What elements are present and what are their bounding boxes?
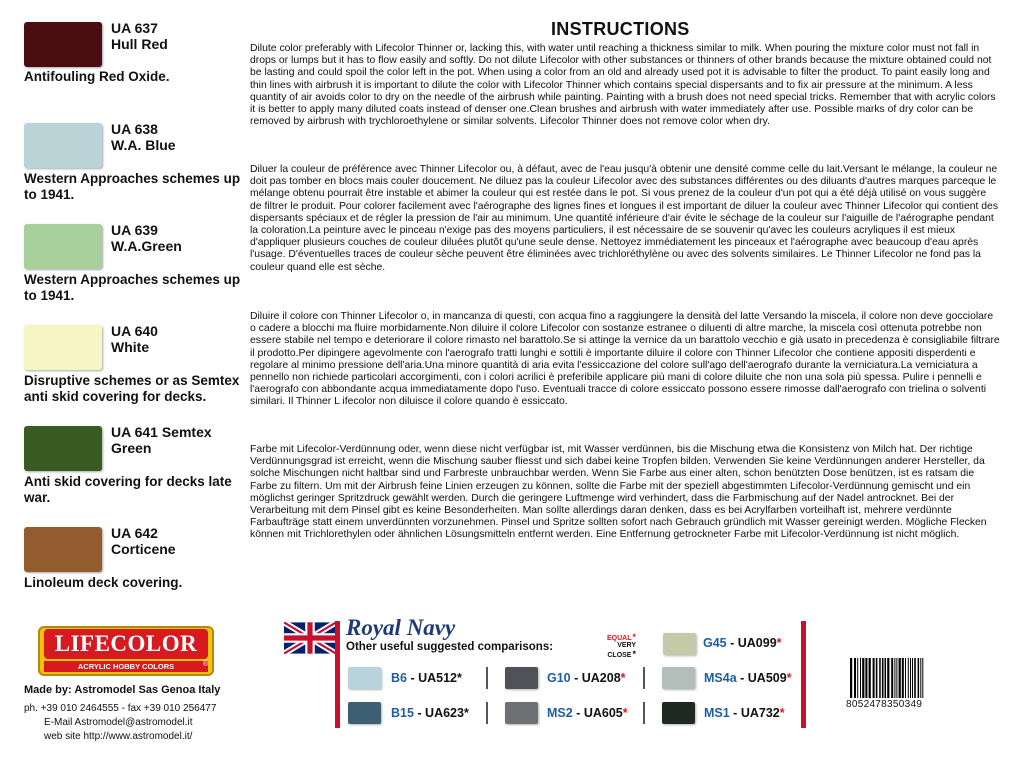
comparison-swatch-ms2 [505, 702, 538, 724]
comparison-label-ms1: MS1 - UA732* [704, 706, 785, 720]
barcode-number: 8052478350349 [846, 699, 923, 710]
section-divider-right [801, 621, 806, 728]
comparison-swatch-ms1 [662, 702, 695, 724]
comparison-label-ms4a: MS4a - UA509* [704, 671, 792, 685]
comparison-label-g45: G45 - UA099* [703, 636, 782, 650]
barcode-bar [857, 658, 858, 698]
comparison-label-g10: G10 - UA208* [547, 671, 626, 685]
registered-mark-icon: ® [202, 661, 208, 668]
barcode-bar [854, 658, 856, 698]
barcode-bar [918, 658, 920, 698]
color-code: UA 638 [111, 121, 158, 137]
color-description: Western Approaches schemes up to 1941. [24, 272, 241, 303]
color-swatch [24, 123, 102, 168]
color-swatch [24, 224, 102, 269]
instructions-english: Dilute color preferably with Lifecolor Thinner or, lacking this, with water until reaching a thickness similar to milk. When pouring the mixture color must not fall in drops or lumps but it has to flow easily and softly. Do not dilute Lifecolor with other substances or thinners of other brands because the mixture obtained could not be lasting and could spoil the color left in the pot. When using a color from an old and already used pot it is advisable to filter the product. To paint easily long and thin lines with airbrush it is important to dilute the color with Lifecolor Thinner which contains special dispersants and to fix air pressure at the minimum. A less quantity of air avoids color to dry on the needle of the airbrush while painting. Painting with a brush does not need special tricks. Remember that with acrylic colors it is better to apply many diluted coats instead of denser one.Clean brushes and airbrush with water immediately after use. Possible marks of dry color can be removed by airbrush with trychloroethylene or similar solvents. Lifecolor Thinner does not remove color when dry. [250, 43, 996, 128]
union-jack-flag-icon [284, 622, 336, 654]
email: E-Mail Astromodel@astromodel.it [44, 717, 193, 728]
barcode-bar [914, 658, 916, 698]
barcode-bar [869, 658, 871, 698]
barcode-icon [848, 658, 958, 698]
barcode-bar [902, 658, 904, 698]
comparison-label-b15: B15 - UA623* [391, 706, 469, 720]
barcode-bar [912, 658, 913, 698]
barcode-bar [891, 658, 893, 698]
barcode-bar [894, 658, 895, 698]
comparison-swatch-g10 [505, 667, 538, 689]
color-code: UA 637 [111, 20, 158, 36]
barcode-bar [920, 658, 921, 698]
instructions-german: Farbe mit Lifecolor-Verdünnung oder, wenn diese nicht verfügbar ist, mit Wasser verdünnen, bis die Mischung etwa die Konsistenz von Milch hat. Der richtige Verdünnungsgrad ist erreicht, wenn die Mischung sauber fliesst und sich dabei keine Tropfen bilden. Verwenden Sie keine Verdünnungen anderer Hersteller, da solche Mischungen nicht haltbar sind und Farbreste unbrauchbar werden. Wenn Sie Farbe aus einer alten, schon benützten Dose benützen, ist es ratsam die Farbe zu filtern. Um mit der Airbrush feine Linien erzeugen zu können, sollte die Farbe mit der speziell abgestimmten Lifecolor-Verdünnung gemischt und ein möglichst geringer Spritzdruck gewählt werden. Durch die geringere Luftmenge wird verhindert, dass die Farbmischung auf der Nadel antrocknet. Bei der Verarbeitung mit dem Pinsel gibt es keine Besonderheiten. Man sollte allerdings daran denken, dass es bei Acrylfarben vorteilhaft ist, mehrere verdünnte Farbaufträge statt einem unverdünnten vorzunehmen. Pinsel und Spritze sollten sofort nach Gebrauch gründlich mit Wasser gereinigt werden. Mögliche Flecken können mit Trichlorethylen oder ähnlichen Lösungsmitteln entfernt werden. Eine Entfernung getrockneter Farbe mit Lifecolor-Verdünnung ist nicht möglich. [250, 444, 987, 541]
barcode-bar [910, 658, 911, 698]
website: web site http://www.astromodel.it/ [44, 731, 193, 742]
row-divider [486, 702, 488, 724]
color-code: UA 640 [111, 323, 158, 339]
comparison-swatch-b6 [348, 667, 381, 689]
royal-navy-title: Royal Navy [346, 615, 456, 640]
comparison-swatch-g45 [663, 633, 696, 655]
color-code: UA 641 Semtex [111, 424, 212, 440]
instructions-italian: Diluire il colore con Thinner Lifecolor o, in mancanza di questi, con acqua fino a raggiungere la densità del latte Versando la miscela, il colore non deve gocciolare o cadere a blocchi ma fluire morbidamente.Non diluire il colore Lifecolor con sostanze estranee o diluenti di altre marche, la miscela così ottenuta potrebbe non essere stabile nel tempo e deteriorare il colore rimasto nel barattolo.Se si attinge la vernice da un barattolo vecchio e già usato in precedenza è consigliabile filtrare il prodotto.Per dipingere agevolmente con l'aerografo tratti lunghi e sottili è importante diluire il colore con Thinner Lifecolor che contiene appositi disperdenti e regolare al minimo pressione dell'aria.Una minore quantità di aria evita l'essiccazione del colore sull'ago dell'aerografo durante la verniciatura.La verniciatura a pennello non richiede particolari accorgimenti, con i colori acrilici è preferibile applicare più mani di colore diluite che non una sola più spessa. Pulire i pennelli e l'aerografo con abbondante acqua immediatamente dopo l'uso. Eventuali tracce di colore essiccato possono essere rimosse dall'aerografo con trielina o solventi similari. Il Thinner L ifecolor non diluisce il colore quando è essiccato. [250, 311, 1000, 408]
color-description: Antifouling Red Oxide. [24, 69, 170, 84]
barcode-bar [908, 658, 909, 698]
comparison-swatch-b15 [348, 702, 381, 724]
row-divider [643, 702, 645, 724]
color-swatch [24, 527, 102, 572]
barcode-bar [850, 658, 852, 698]
phone-fax: ph. +39 010 2464555 - fax +39 010 256477 [24, 703, 217, 714]
color-code: UA 639 [111, 222, 158, 238]
legend-very-close: VERY CLOSE* [607, 642, 636, 659]
logo-tagline: ACRYLIC HOBBY COLORS [44, 661, 208, 672]
color-description: Disruptive schemes or as Semtex anti skid covering for decks. [24, 373, 240, 404]
comparison-label-ms2: MS2 - UA605* [547, 706, 628, 720]
color-swatch [24, 325, 102, 370]
color-name: Hull Red [111, 36, 168, 52]
barcode-bar [862, 658, 864, 698]
legend-equal: EQUAL* [606, 632, 636, 642]
color-name: White [111, 339, 150, 355]
color-description: Anti skid covering for decks late war. [24, 474, 232, 505]
barcode-bar [860, 658, 861, 698]
comparisons-subtitle: Other useful suggested comparisons: [346, 641, 554, 653]
section-divider-left [335, 621, 340, 728]
row-divider [486, 667, 488, 689]
instructions-title: INSTRUCTIONS [551, 19, 690, 39]
color-swatch [24, 22, 102, 67]
color-description: Western Approaches schemes up to 1941. [24, 171, 241, 202]
row-divider [643, 667, 645, 689]
barcode-bar [873, 658, 875, 698]
barcode-bar [922, 658, 923, 698]
color-name: Green [111, 440, 152, 456]
color-name: Corticene [111, 541, 176, 557]
comparison-swatch-ms4a [662, 667, 695, 689]
color-name: W.A.Green [111, 238, 182, 254]
color-swatch [24, 426, 102, 471]
barcode-bar [885, 658, 887, 698]
color-code: UA 642 [111, 525, 158, 541]
color-name: W.A. Blue [111, 137, 176, 153]
manufacturer: Made by: Astromodel Sas Genoa Italy [24, 684, 221, 696]
barcode-bar [879, 658, 881, 698]
barcode-bar [899, 658, 901, 698]
barcode-bar [865, 658, 867, 698]
barcode-bar [896, 658, 897, 698]
barcode-bar [882, 658, 884, 698]
barcode-bar [876, 658, 878, 698]
barcode-bar [887, 658, 889, 698]
barcode-bar [905, 658, 906, 698]
instructions-french: Diluer la couleur de préférence avec Thinner Lifecolor ou, à défaut, avec de l'eau jusqu'à obtenir une densité comme celle du lait.Versant le mélange, la couleur ne doit pas tomber en blocs mais couler doucement. Ne diluez pas la couleur Lifecolor avec des substances différentes ou des diluants d'autres marques parceque le mélange obtenu pourrait être instable et abimer la couleur qui est restée dans le pot. Si vous prenez de la couleur d'un pot qui a été déjà utilisé on vous suggère de filtrer le produit. Pour colorer facilement avec l'aérographe des lignes fines et longues il est important de diluer la couleur avec Thinner Lifecolor qui contient des dispersants spéciaux et de régler la pression de l'air au minimum. Une quantité inférieure d'air évite le séchage de la couleur sur l'aiguille de l'aérographe pendant la coloration.La peinture avec le pinceau n'exige pas des moyens particuliers, il est nécessaire de se souvenir qu'avec les couleurs acryliques il est mieux d'appliquer plusieurs couches de couleur diluées plutôt qu'une seule dense. Nettoyez immédiatement les pinceaux et l'aérographe avec beaucoup d'eau après l'usage. D'éventuelles traces de couleur sèche peuvent être éliminées avec trichloréthylène ou avec des solvents similaires. Le Thinner Lifecolor ne fond pas la couleur quand elle est sèche. [250, 164, 999, 273]
comparison-label-b6: B6 - UA512* [391, 671, 462, 685]
color-description: Linoleum deck covering. [24, 575, 183, 590]
lifecolor-logo [38, 626, 214, 676]
logo-wordmark: LIFECOLOR [54, 631, 198, 656]
